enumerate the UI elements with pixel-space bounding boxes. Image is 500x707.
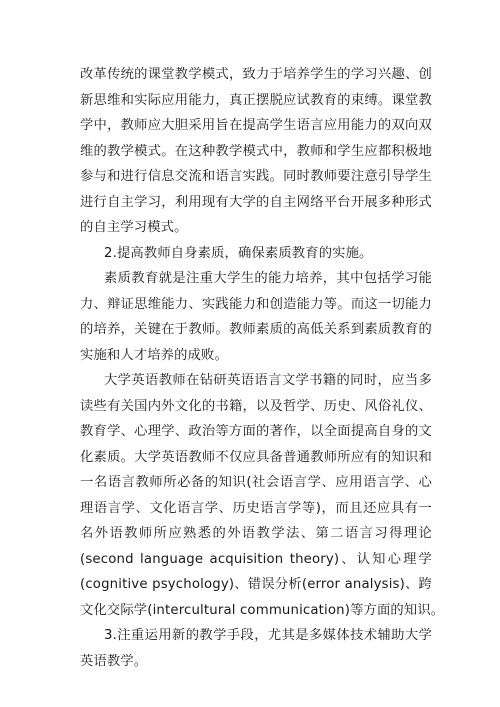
text-line: 实施和人才培养的成败。 bbox=[80, 347, 228, 363]
text-line: 参与和进行信息交流和语言实践。同时教师要注意引导学生 bbox=[80, 169, 432, 184]
text-line: 学中，教师应大胆采用旨在提高学生语言应用能力的双向双 bbox=[80, 118, 432, 133]
text-line: 维的教学模式。在这种教学模式中，教师和学生应都积极地 bbox=[80, 143, 432, 159]
document-body bbox=[80, 62, 445, 674]
text-line: 的培养，关键在于教师。教师素质的高低关系到素质教育的 bbox=[80, 322, 432, 337]
section-heading: 3.注重运用新的教学手段，尤其是多媒体技术辅助大学 bbox=[104, 628, 432, 643]
text-line: (second language acquisition theory)、认知心理学 bbox=[80, 551, 432, 567]
text-line: (cognitive psychology)、错误分析(error analysis)、跨 bbox=[80, 577, 432, 592]
text-line: 名外语教师所应熟悉的外语教学法、第二语言习得理论 bbox=[80, 526, 432, 541]
text-line: 一名语言教师所必备的知识(社会语言学、应用语言学、心 bbox=[80, 475, 432, 490]
text-line: 文化交际学(intercultural communication)等方面的知识。 bbox=[80, 602, 445, 618]
text-line: 新思维和实际应用能力，真正摆脱应试教育的束缚。课堂教 bbox=[80, 92, 432, 108]
text-line: 化素质。大学英语教师不仅应具备普通教师所应有的知识和 bbox=[80, 449, 432, 465]
text-line: 教育学、心理学、政治等方面的著作，以全面提高自身的文 bbox=[80, 424, 432, 439]
text-line: 理语言学、文化语言学、历史语言学等)，而且还应具有一 bbox=[80, 500, 432, 516]
section-heading: 2.提高教师自身素质，确保素质教育的实施。 bbox=[104, 245, 373, 261]
text-line: 大学英语教师在钻研英语语言文学书籍的同时，应当多 bbox=[104, 373, 432, 388]
text-line: 力、辩证思维能力、实践能力和创造能力等。而这一切能力 bbox=[80, 296, 432, 312]
text-line: 进行自主学习，利用现有大学的自主网络平台开展多种形式 bbox=[80, 194, 432, 210]
text-line: 素质教育就是注重大学生的能力培养，其中包括学习能 bbox=[104, 271, 432, 286]
text-line: 改革传统的课堂教学模式，致力于培养学生的学习兴趣、创 bbox=[80, 67, 432, 82]
text-line: 的自主学习模式。 bbox=[80, 220, 188, 235]
text-line: 英语教学。 bbox=[80, 653, 148, 669]
text-line: 读些有关国内外文化的书籍，以及哲学、历史、风俗礼仪、 bbox=[80, 398, 432, 414]
